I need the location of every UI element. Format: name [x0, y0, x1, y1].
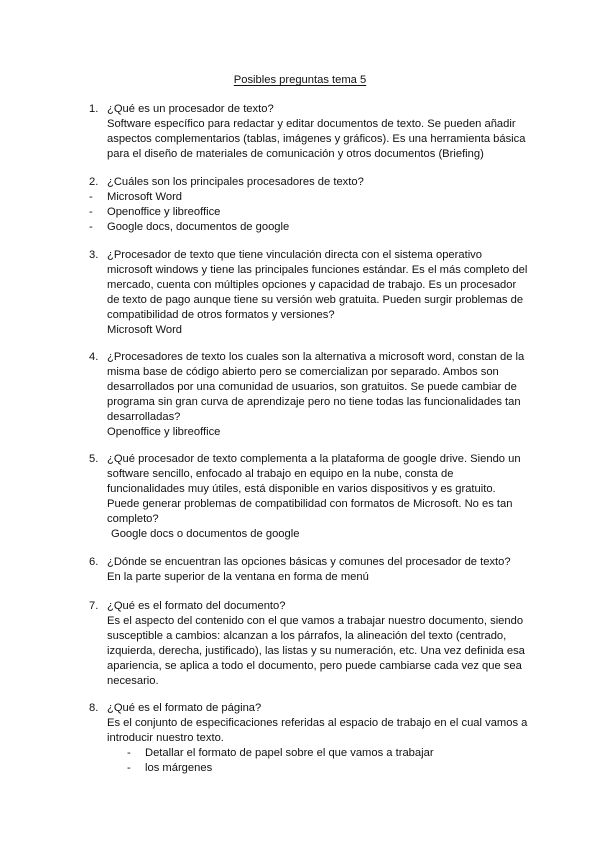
question-number: 4.	[89, 351, 99, 363]
bullet-dash: -	[127, 762, 131, 774]
answer-line: de texto de pago aunque tiene su versión web gratuita. Pueden surgir problemas de	[107, 294, 524, 306]
bullet-dash: -	[89, 206, 93, 218]
list-item	[0, 746, 600, 761]
list-item-text: Google docs, documentos de google	[107, 221, 290, 233]
list-item	[0, 220, 600, 235]
question-text: ¿Qué es un procesador de texto?	[107, 103, 274, 115]
answer-line: programa sin gran curva de aprendizaje pero no tiene todas las funcionalidades tan	[107, 396, 521, 408]
answer-line: En la parte superior de la ventana en forma de menú	[107, 571, 369, 583]
answer-line: izquierda, derecha, justificado), las listas y su numeración, etc. Una vez definida esa	[107, 645, 525, 657]
question-number: 1.	[89, 103, 99, 115]
question-text: ¿Qué procesador de texto complementa a la plataforma de google drive. Siendo un	[107, 453, 521, 465]
answer-line: desarrollados por una comunidad de usuarios, son gratuitos. Se puede cambiar de	[107, 381, 517, 393]
question-2	[0, 175, 600, 235]
list-item-text: Openoffice y libreoffice	[107, 206, 221, 218]
question-text: ¿Procesadores de texto los cuales son la alternativa a microsoft word, constan de la	[107, 351, 525, 363]
bullet-dash: -	[89, 191, 93, 203]
question-number: 6.	[89, 556, 99, 568]
answer-line: compatibilidad de otros formatos y versiones?	[107, 309, 335, 321]
question-4	[0, 350, 600, 440]
question-8	[0, 701, 600, 776]
question-6	[0, 555, 600, 585]
question-number: 5.	[89, 453, 99, 465]
answer-line: para el diseño de materiales de comunicación y otros documentos (Briefing)	[107, 148, 484, 160]
bullet-dash: -	[89, 221, 93, 233]
question-text: ¿Qué es el formato del documento?	[107, 600, 286, 612]
answer-line: susceptible a cambios: alcanzan a los párrafos, la alineación del texto (centrado,	[107, 630, 507, 642]
answer-line: apariencia, se aplica a todo el documento, pero puede cambiarse cada vez que sea	[107, 660, 522, 672]
answer-line: introducir nuestro texto.	[107, 732, 224, 744]
answer-line: Puede generar problemas de compatibilidad con formatos de Microsoft. No es tan	[107, 498, 513, 510]
list-item-text: Detallar el formato de papel sobre el que vamos a trabajar	[145, 747, 434, 759]
list-item	[0, 761, 600, 776]
answer-line: Software específico para redactar y editar documentos de texto. Se pueden añadir	[107, 118, 516, 130]
answer-line: funcionalidades muy útiles, está disponible en varios dispositivos y es gratuito.	[107, 483, 496, 495]
answer-line: microsoft windows y tiene las principales funciones estándar. Es el más completo del	[107, 264, 528, 276]
answer-line: Openoffice y libreoffice	[107, 426, 221, 438]
question-text: ¿Cuáles son los principales procesadores de texto?	[107, 176, 364, 188]
answer-line: Microsoft Word	[107, 324, 183, 336]
list-item	[0, 205, 600, 220]
page-title: Posibles preguntas tema 5	[233, 74, 367, 86]
question-number: 7.	[89, 600, 99, 612]
list-item-text: Microsoft Word	[107, 191, 183, 203]
question-text: ¿Qué es el formato de página?	[107, 702, 262, 714]
list-item-text: los márgenes	[145, 762, 213, 774]
bullet-dash: -	[127, 747, 131, 759]
answer-line: Es el aspecto del contenido con el que vamos a trabajar nuestro documento, siendo	[107, 615, 524, 627]
question-number: 8.	[89, 702, 99, 714]
answer-line: necesario.	[107, 675, 159, 687]
question-number: 3.	[89, 249, 99, 261]
answer-line: Es el conjunto de especificaciones referidas al espacio de trabajo en el cual vamos a	[107, 717, 528, 729]
answer-line: desarrolladas?	[107, 411, 181, 423]
answer-line: aspectos complementarios (tablas, imágenes y gráficos). Es una herramienta básica	[107, 133, 526, 145]
question-number: 2.	[89, 176, 99, 188]
question-text: ¿Dónde se encuentran las opciones básicas y comunes del procesador de texto?	[107, 556, 511, 568]
question-text: ¿Procesador de texto que tiene vinculación directa con el sistema operativo	[107, 249, 482, 261]
question-7	[0, 599, 600, 689]
answer-line: software sencillo, enfocado al trabajo en equipo en la nube, consta de	[107, 468, 454, 480]
question-5	[0, 452, 600, 542]
answer-line: misma base de código abierto pero se comercializan por separado. Ambos son	[107, 366, 499, 378]
answer-line: Google docs o documentos de google	[111, 528, 300, 540]
answer-line: completo?	[107, 513, 159, 525]
answer-line: mercado, cuenta con múltiples opciones y capacidad de trabajo. Es un procesador	[107, 279, 517, 291]
list-item	[0, 190, 600, 205]
question-3	[0, 248, 600, 338]
question-1	[0, 102, 600, 162]
